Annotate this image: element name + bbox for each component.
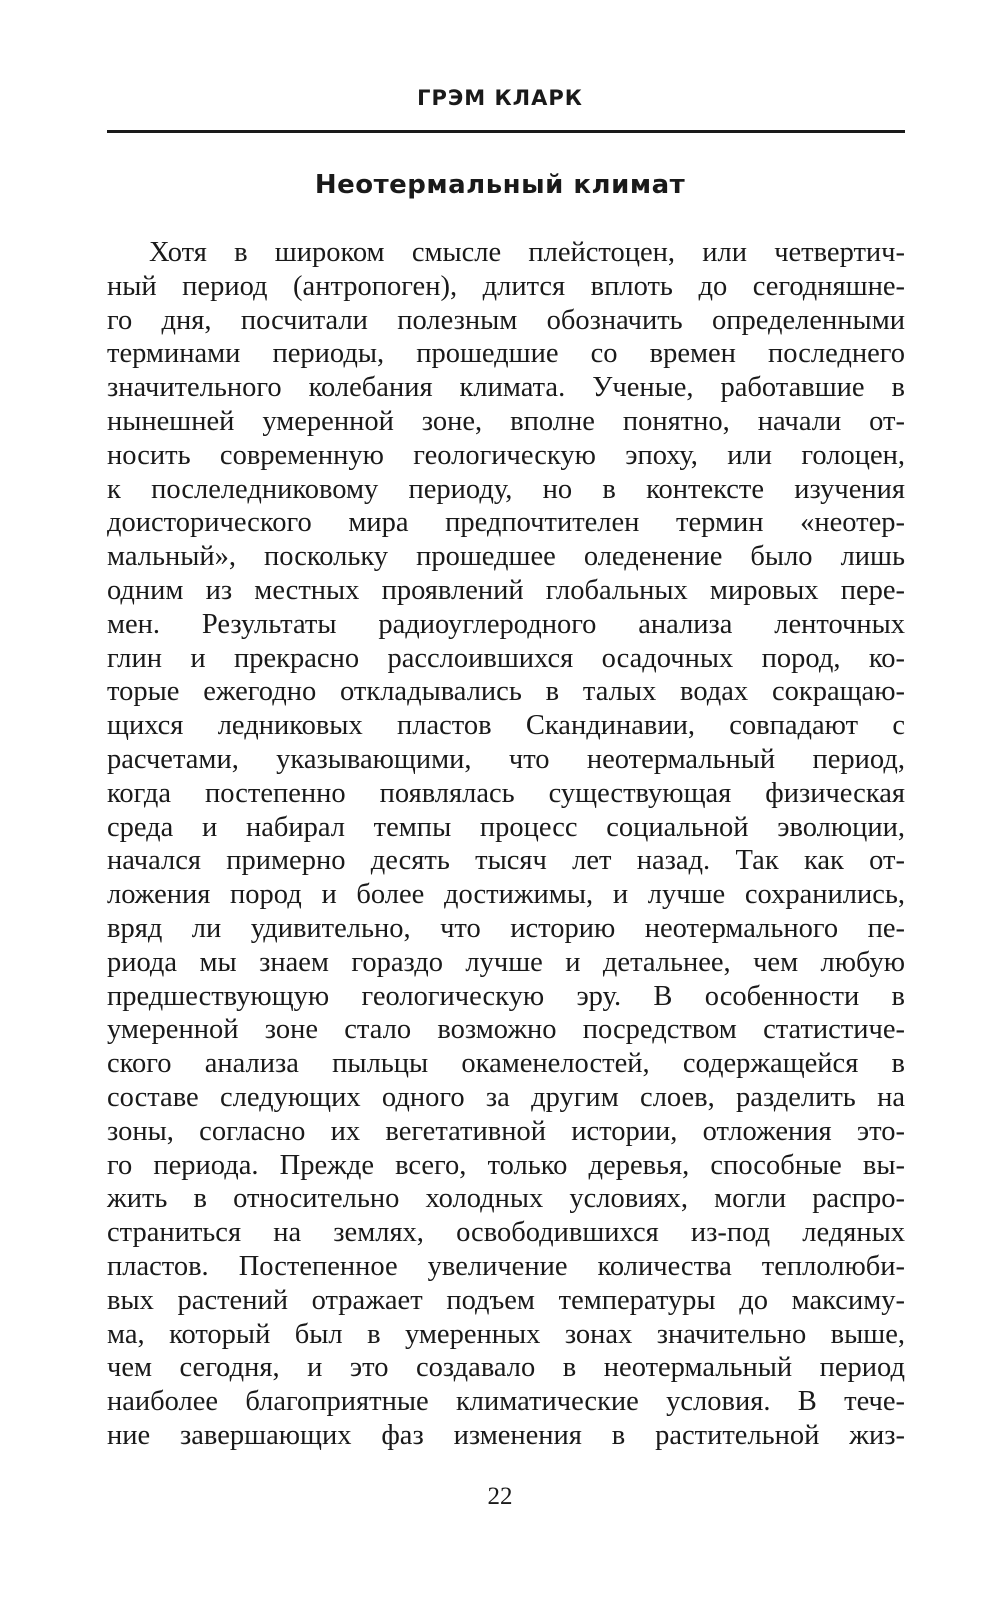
text-line: расчетами, указывающими, что неотермальный период, xyxy=(107,743,905,775)
text-line: вых растений отражает подъем температуры до максиму- xyxy=(107,1284,905,1316)
text-line: значительного колебания климата. Ученые, работавшие в xyxy=(107,372,905,404)
text-line: доисторического мира предпочтителен термин «неотер- xyxy=(107,507,905,539)
text-line: мен. Результаты радиоуглеродного анализа ленточных xyxy=(107,608,905,640)
running-header: ГРЭМ КЛАРК xyxy=(417,86,583,110)
text-line: риода мы знаем гораздо лучше и детальнее, чем любую xyxy=(107,946,905,978)
text-line: мальный», поскольку прошедшее оледенение было лишь xyxy=(107,541,905,573)
text-line: ма, который был в умеренных зонах значительно выше, xyxy=(107,1318,905,1350)
text-line: ный период (антропоген), длится вплоть до сегодняшне- xyxy=(107,270,905,302)
text-line: ского анализа пыльцы окаменелостей, содержащейся в xyxy=(107,1048,905,1080)
text-line: глин и прекрасно расслоившихся осадочных пород, ко- xyxy=(107,642,905,674)
chapter-title: Неотермальный климат xyxy=(314,170,686,200)
text-line: среда и набирал темпы процесс социальной эволюции, xyxy=(107,811,905,843)
text-line: вряд ли удивительно, что историю неотермального пе- xyxy=(107,912,905,944)
text-line: умеренной зоне стало возможно посредством статистиче- xyxy=(107,1014,905,1046)
text-line: страниться на землях, освободившихся из-под ледяных xyxy=(107,1217,905,1249)
header-rule xyxy=(107,130,905,133)
text-line: одним из местных проявлений глобальных мировых пере- xyxy=(107,574,905,606)
text-line: нынешней умеренной зоне, вполне понятно, начали от- xyxy=(107,405,905,437)
text-line: го дня, посчитали полезным обозначить определенными xyxy=(107,304,905,336)
text-line: го периода. Прежде всего, только деревья, способные вы- xyxy=(107,1149,905,1181)
text-line: составе следующих одного за другим слоев, разделить на xyxy=(107,1081,905,1113)
text-line: пластов. Постепенное увеличение количества теплолюби- xyxy=(107,1250,905,1282)
page-number: 22 xyxy=(487,1483,513,1510)
text-line: щихся ледниковых пластов Скандинавии, совпадают с xyxy=(107,710,905,742)
text-line: торые ежегодно откладывались в талых водах сокращаю- xyxy=(107,676,905,708)
text-line: зоны, согласно их вегетативной истории, отложения это- xyxy=(107,1115,905,1147)
text-line: к послеледниковому периоду, но в контексте изучения xyxy=(107,473,905,505)
text-line: ние завершающих фаз изменения в растительной жиз- xyxy=(107,1419,905,1451)
body-text xyxy=(107,236,905,1453)
text-line: терминами периоды, прошедшие со времен последнего xyxy=(107,338,905,370)
text-line: чем сегодня, и это создавало в неотермальный период xyxy=(107,1352,905,1384)
text-line: наиболее благоприятные климатические условия. В тече- xyxy=(107,1386,905,1418)
text-line: начался примерно десять тысяч лет назад. Так как от- xyxy=(107,845,905,877)
text-line: предшествующую геологическую эру. В особенности в xyxy=(107,980,905,1012)
text-line: ложения пород и более достижимы, и лучше сохранились, xyxy=(107,879,905,911)
text-line: жить в относительно холодных условиях, могли распро- xyxy=(107,1183,905,1215)
text-line: когда постепенно появлялась существующая физическая xyxy=(107,777,905,809)
text-line: Хотя в широком смысле плейстоцен, или четвертич- xyxy=(149,237,905,268)
text-line: носить современную геологическую эпоху, или голоцен, xyxy=(107,439,905,471)
